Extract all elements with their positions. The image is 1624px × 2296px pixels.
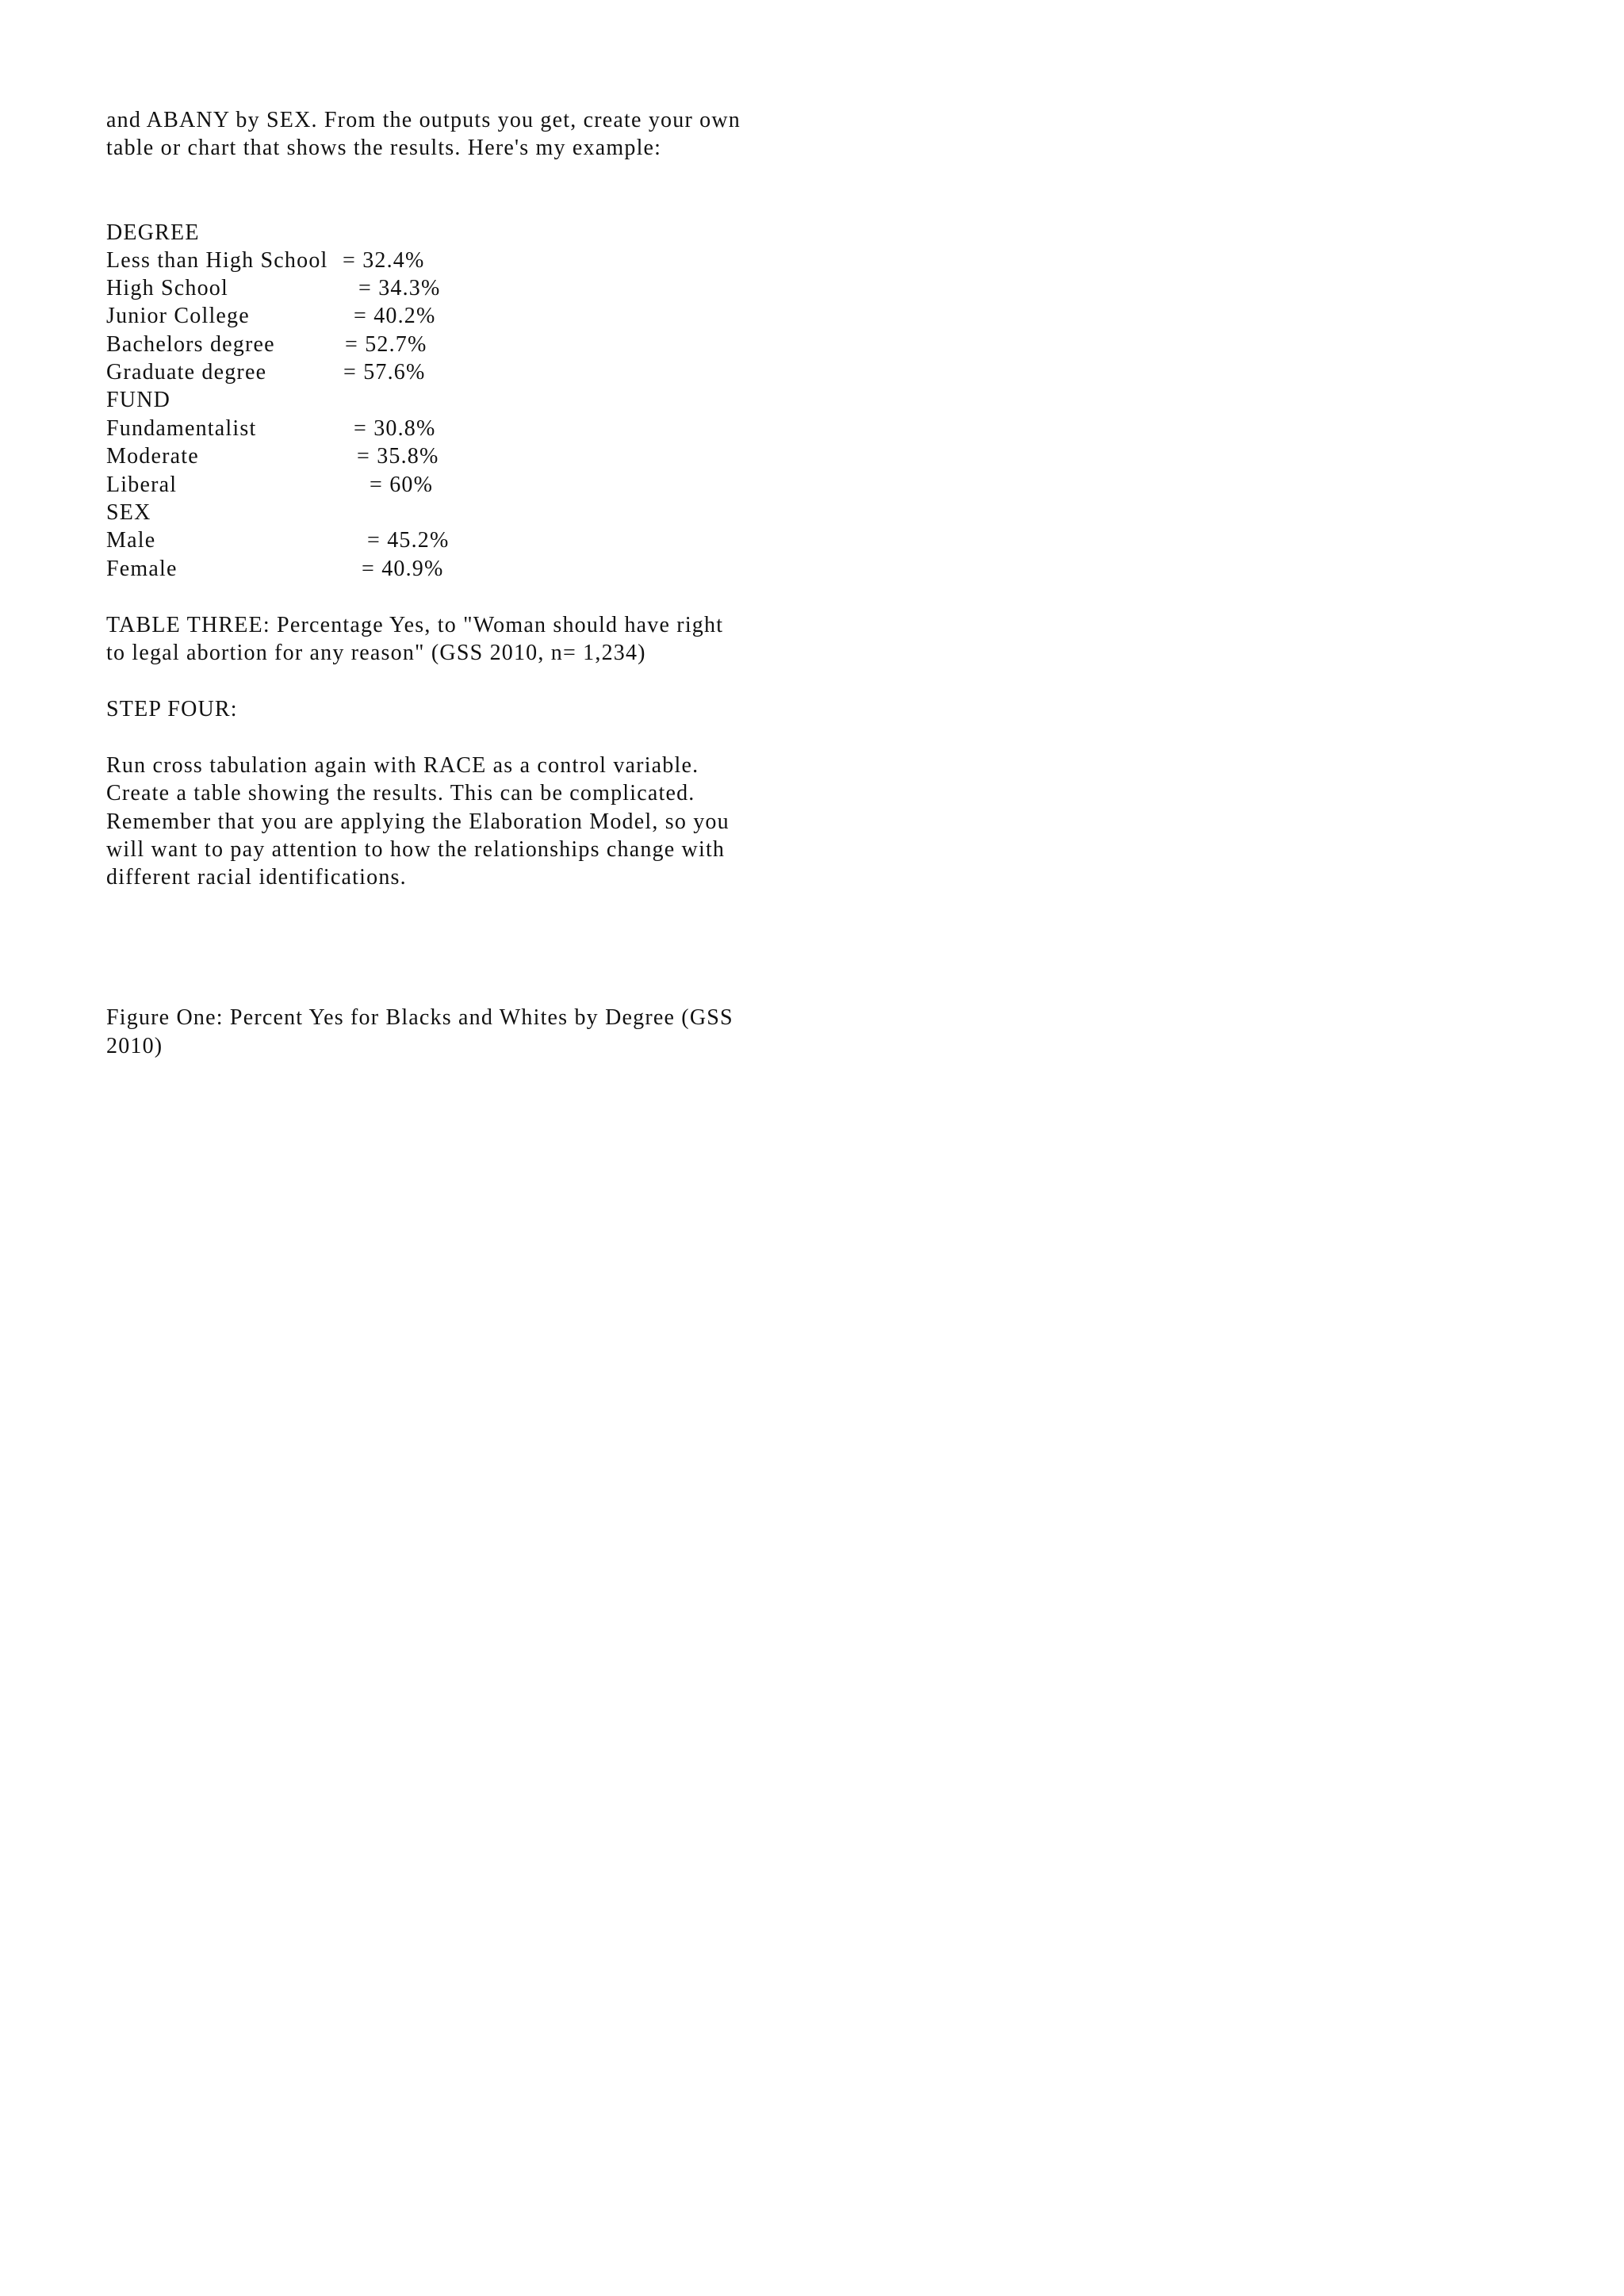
stat-value: = 57.6% — [343, 360, 426, 385]
step-four-paragraph-line: Run cross tabulation again with RACE as a control variable. — [106, 753, 699, 778]
stat-value: = 34.3% — [358, 276, 441, 300]
stat-row — [106, 555, 582, 584]
step-four-paragraph-line: will want to pay attention to how the relationships change with — [106, 837, 726, 862]
table-three-caption-line-1: TABLE THREE: Percentage Yes, to "Woman should have right — [106, 613, 724, 637]
stat-row — [106, 471, 582, 499]
stat-label: High School — [106, 276, 228, 300]
stat-value: = 35.8% — [357, 444, 439, 469]
stat-row — [106, 302, 582, 331]
step-four-paragraph-line: different racial identifications. — [106, 865, 407, 890]
stat-label: Fundamentalist — [106, 416, 257, 441]
stat-value: = 45.2% — [367, 528, 450, 553]
stat-value: = 32.4% — [343, 248, 425, 273]
stat-label: Graduate degree — [106, 360, 267, 385]
table-three-caption-line-2: to legal abortion for any reason" (GSS 2010, n= 1,234) — [106, 641, 646, 665]
stat-row — [106, 415, 582, 443]
figure-one-caption-line-1: Figure One: Percent Yes for Blacks and Whites by Degree (GSS — [106, 1005, 733, 1030]
stat-label: Less than High School — [106, 248, 328, 273]
step-four-paragraph-line: Remember that you are applying the Elaboration Model, so you — [106, 809, 730, 834]
group-heading-sex: SEX — [106, 500, 151, 525]
stat-value: = 40.2% — [354, 304, 436, 328]
stat-value: = 30.8% — [354, 416, 436, 441]
stat-row — [106, 358, 582, 387]
document-page — [0, 0, 872, 1234]
stat-label: Junior College — [106, 304, 250, 328]
step-four-paragraph-line: Create a table showing the results. This can be complicated. — [106, 781, 695, 806]
group-heading-degree: DEGREE — [106, 220, 200, 245]
stat-row — [106, 331, 582, 359]
group-heading-fund: FUND — [106, 388, 171, 412]
step-four-heading: STEP FOUR: — [106, 697, 238, 721]
stat-row — [106, 247, 582, 275]
stat-value: = 60% — [370, 473, 434, 497]
stat-label: Moderate — [106, 444, 199, 469]
stat-label: Female — [106, 557, 178, 581]
stat-row — [106, 442, 582, 471]
stat-value: = 40.9% — [362, 557, 444, 581]
stat-label: Bachelors degree — [106, 332, 275, 357]
stat-label: Male — [106, 528, 156, 553]
intro-line-1: and ABANY by SEX. From the outputs you get, create your own — [106, 108, 741, 132]
stat-value: = 52.7% — [345, 332, 427, 357]
stat-label: Liberal — [106, 473, 178, 497]
figure-one-caption-line-2: 2010) — [106, 1034, 163, 1058]
stat-row — [106, 526, 582, 555]
intro-line-2: table or chart that shows the results. Here's my example: — [106, 136, 662, 160]
stat-row — [106, 274, 582, 303]
